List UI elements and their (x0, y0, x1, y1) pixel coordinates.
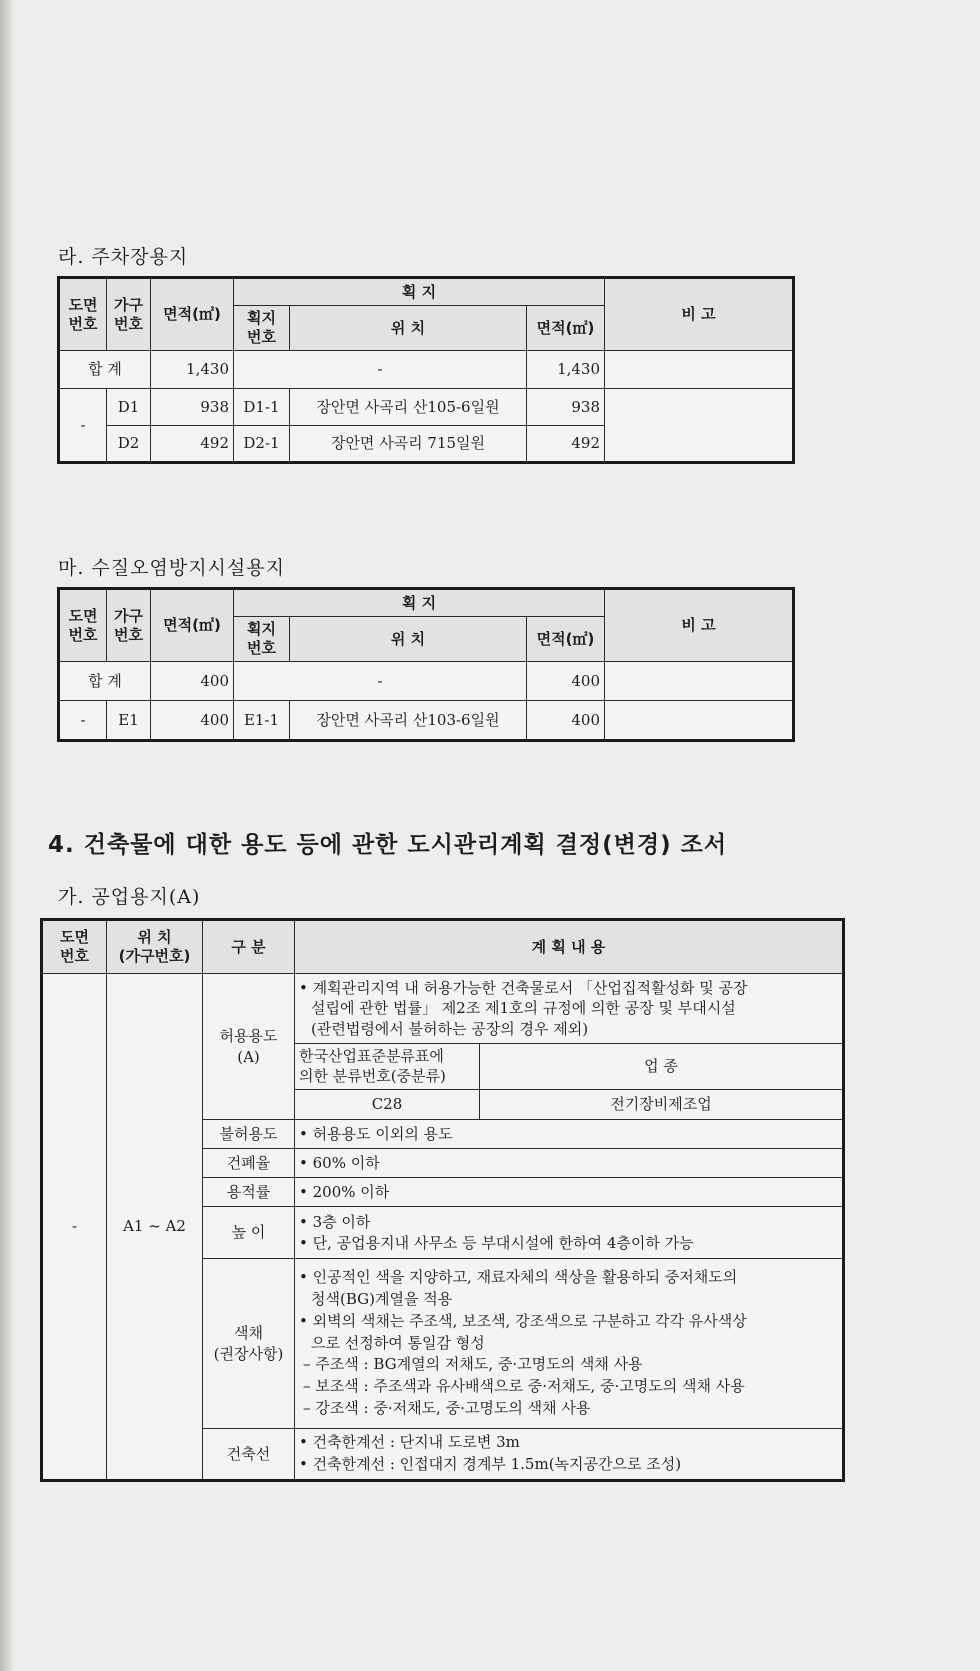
page-edge-shadow (0, 0, 14, 1671)
total-label: 합 계 (59, 662, 151, 701)
table-water-treatment (57, 587, 795, 742)
allowed-use-text: • 계획관리지역 내 허용가능한 건축물로서 「산업집적활성화 및 공장 설립에 관한 법률」 제2조 제1호의 규정에 의한 공장 및 부대시설 (관련법령에서 불허하는 공장의 경우 제외) (295, 974, 844, 1044)
header-unit-no: 가구 번호 (107, 278, 151, 351)
unit-cell: D2 (107, 426, 151, 463)
parcel-area-cell: 492 (527, 426, 605, 463)
total-label: 합 계 (59, 351, 151, 389)
location-cell: 장안면 사곡리 715일원 (290, 426, 527, 463)
floor-area-ratio-text: • 200% 이하 (295, 1178, 844, 1207)
unit-cell: D1 (107, 389, 151, 426)
table-building-use (40, 918, 845, 1482)
label-height: 높 이 (203, 1207, 295, 1259)
header-location: 위 치 (290, 617, 527, 662)
header-parcel-area: 면적(㎡) (527, 617, 605, 662)
parcel-area-cell: 938 (527, 389, 605, 426)
parcel-no-cell: E1-1 (234, 701, 290, 741)
location-cell: A1 ~ A2 (107, 974, 203, 1481)
header-drawing-no: 도면 번호 (59, 589, 107, 662)
remarks-cell (605, 389, 794, 463)
label-building-coverage: 건폐율 (203, 1149, 295, 1178)
header-parcel: 획 지 (234, 278, 605, 306)
total-area: 1,430 (151, 351, 234, 389)
header-parcel: 획 지 (234, 589, 605, 617)
heading-water-treatment: 마. 수질오염방지시설용지 (58, 557, 285, 579)
industry-type-value: 전기장비제조업 (480, 1090, 844, 1120)
total-location: - (234, 662, 527, 701)
header-drawing-no: 도면 번호 (42, 920, 107, 974)
parcel-area-cell: 400 (527, 701, 605, 741)
total-parcel-area: 400 (527, 662, 605, 701)
total-location: - (234, 351, 527, 389)
table-row-total (59, 351, 794, 389)
parcel-no-cell: D1-1 (234, 389, 290, 426)
industry-code-header: 한국산업표준분류표에 의한 분류번호(중분류) (295, 1044, 480, 1090)
header-area: 면적(㎡) (151, 278, 234, 351)
label-disallowed-use: 불허용도 (203, 1120, 295, 1149)
disallowed-use-text: • 허용용도 이외의 용도 (295, 1120, 844, 1149)
header-remarks: 비 고 (605, 278, 794, 351)
drawing-no-cell: - (59, 701, 107, 741)
drawing-no-cell: - (59, 389, 107, 463)
header-area: 면적(㎡) (151, 589, 234, 662)
height-text: • 3층 이하 • 단, 공업용지내 사무소 등 부대시설에 한하여 4층이하 가능 (295, 1207, 844, 1259)
area-cell: 938 (151, 389, 234, 426)
table-parking-lot (57, 276, 795, 464)
header-category: 구 분 (203, 920, 295, 974)
header-parcel-no: 획지 번호 (234, 617, 290, 662)
header-parcel-no: 획지 번호 (234, 306, 290, 351)
color-text: • 인공적인 색을 지양하고, 재료자체의 색상을 활용하되 중저채도의 청색(BG)계열을 적용 • 외벽의 색채는 주조색, 보조색, 강조색으로 구분하고 각각 유사색상 으로 선정하여 통일감 형성 – 주조색 : BG계열의 저채도, 중·고명도의 색채 사용 – 보조색 : 주조색과 유사배색으로 중·저채도, 중·고명도의 색채 사용 – 강조색 : 중·저채도, 중·고명도의 색채 사용 (295, 1259, 844, 1429)
header-location: 위 치 (290, 306, 527, 351)
total-area: 400 (151, 662, 234, 701)
unit-cell: E1 (107, 701, 151, 741)
table-row (59, 389, 794, 426)
label-building-line: 건축선 (203, 1429, 295, 1481)
location-cell: 장안면 사곡리 산105-6일원 (290, 389, 527, 426)
header-unit-no: 가구 번호 (107, 589, 151, 662)
building-coverage-text: • 60% 이하 (295, 1149, 844, 1178)
parcel-no-cell: D2-1 (234, 426, 290, 463)
heading-parking-lot: 라. 주차장용지 (58, 246, 189, 268)
building-line-text: • 건축한계선 : 단지내 도로변 3m • 건축한계선 : 인접대지 경계부 1.5m(녹지공간으로 조성) (295, 1429, 844, 1481)
location-cell: 장안면 사곡리 산103-6일원 (290, 701, 527, 741)
industry-type-header: 업 종 (480, 1044, 844, 1090)
header-plan-content: 계 획 내 용 (295, 920, 844, 974)
label-floor-area-ratio: 용적률 (203, 1178, 295, 1207)
label-color: 색채 (권장사항) (203, 1259, 295, 1429)
drawing-no-cell: - (42, 974, 107, 1481)
total-parcel-area: 1,430 (527, 351, 605, 389)
total-remarks (605, 351, 794, 389)
table-row-total (59, 662, 794, 701)
remarks-cell (605, 701, 794, 741)
total-remarks (605, 662, 794, 701)
header-parcel-area: 면적(㎡) (527, 306, 605, 351)
header-location: 위 치 (가구번호) (107, 920, 203, 974)
header-remarks: 비 고 (605, 589, 794, 662)
table-row (59, 701, 794, 741)
header-drawing-no: 도면 번호 (59, 278, 107, 351)
heading-industrial-land: 가. 공업용지(A) (58, 886, 201, 908)
area-cell: 492 (151, 426, 234, 463)
industry-code-value: C28 (295, 1090, 480, 1120)
section-title: 4. 건축물에 대한 용도 등에 관한 도시관리계획 결정(변경) 조서 (48, 832, 728, 858)
label-allowed-use: 허용용도 (A) (203, 974, 295, 1120)
area-cell: 400 (151, 701, 234, 741)
